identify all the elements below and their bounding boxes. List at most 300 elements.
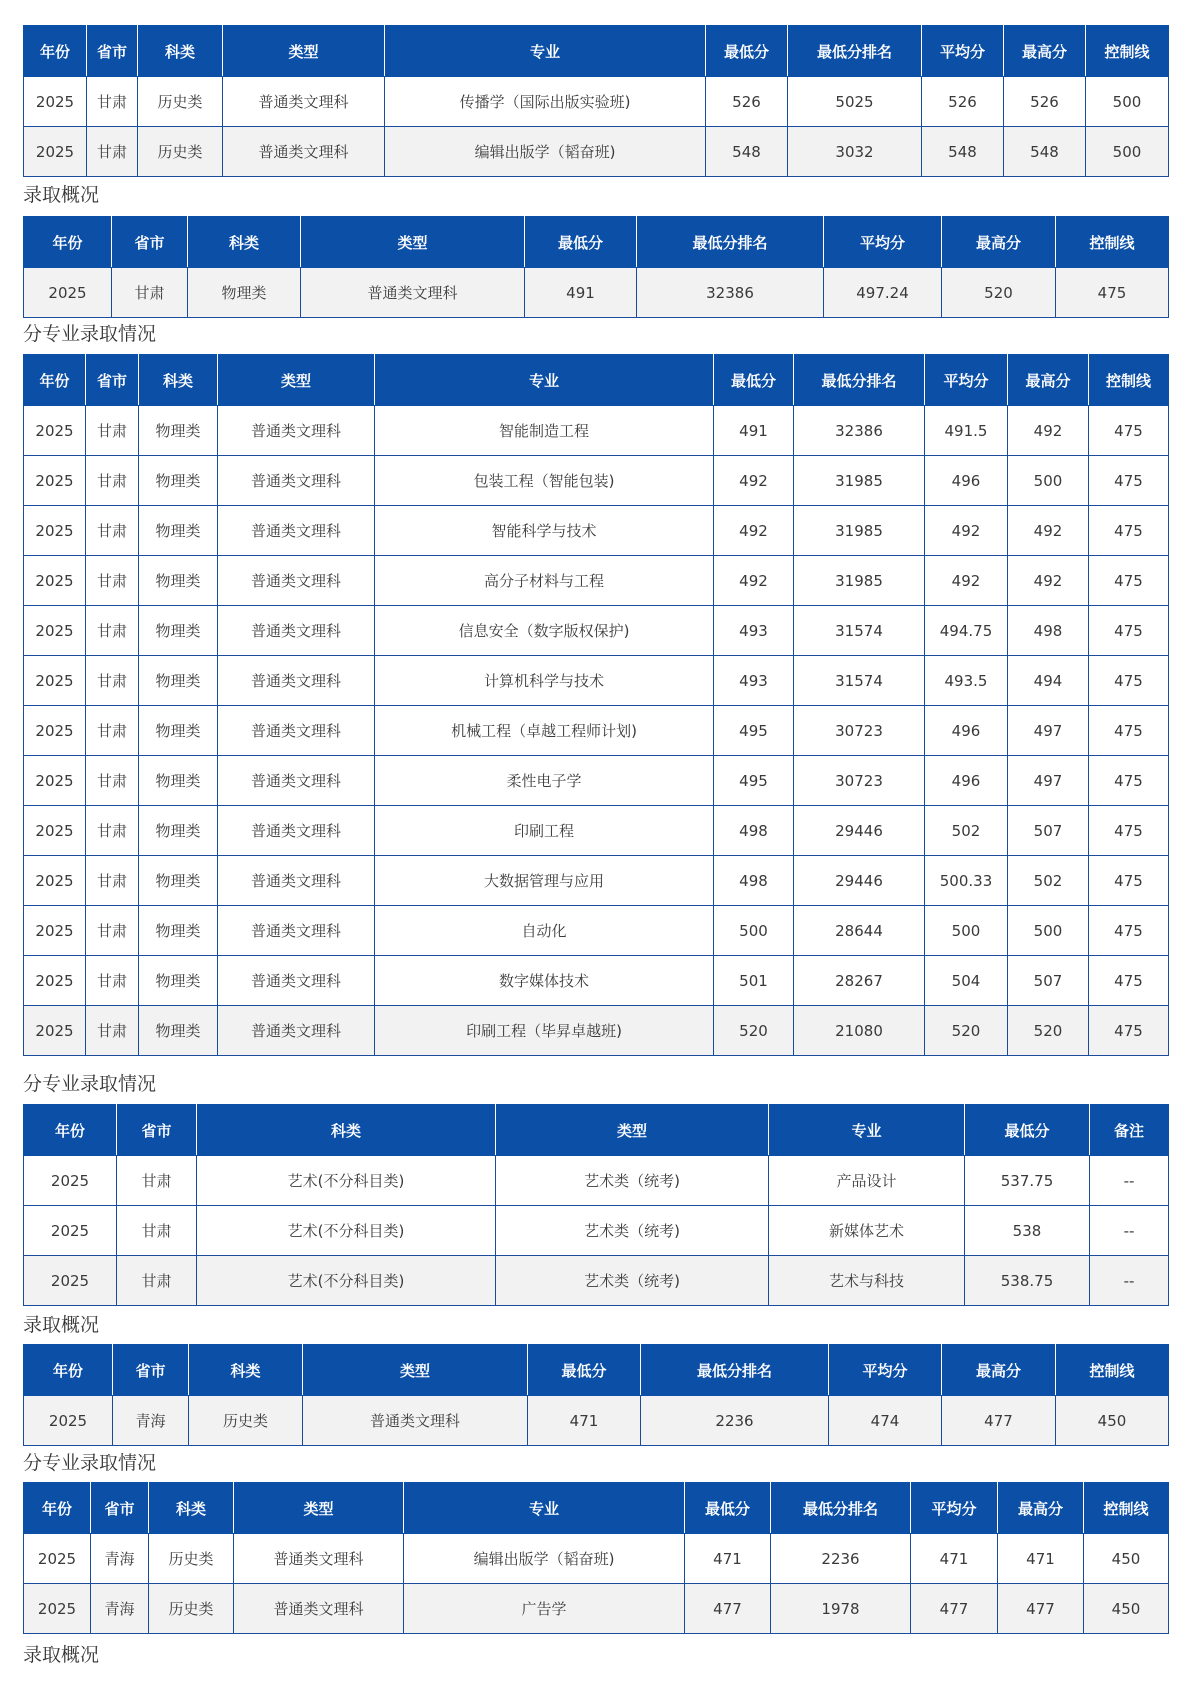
table-cell: 甘肃	[86, 456, 139, 506]
column-header: 平均分	[829, 1345, 942, 1396]
table-cell: 甘肃	[86, 806, 139, 856]
table-cell: 艺术类（统考)	[496, 1156, 769, 1206]
column-header: 专业	[375, 355, 714, 406]
table-row	[24, 556, 1169, 606]
table-cell: 3032	[788, 127, 922, 177]
column-header: 平均分	[922, 26, 1004, 77]
table-cell: 475	[1056, 268, 1169, 318]
table-cell: 29446	[794, 806, 925, 856]
major-admission-table-gansu-physics	[23, 354, 1169, 1056]
column-header: 平均分	[911, 1483, 998, 1534]
table-cell: 2025	[24, 1584, 91, 1634]
column-header: 年份	[24, 1105, 117, 1156]
table-cell: 甘肃	[117, 1256, 197, 1306]
column-header: 省市	[113, 1345, 189, 1396]
column-header: 类型	[223, 26, 385, 77]
table-cell: 498	[1008, 606, 1089, 656]
column-header: 最低分	[528, 1345, 641, 1396]
table-cell: 475	[1089, 456, 1169, 506]
table-cell: 甘肃	[117, 1206, 197, 1256]
table-cell: 物理类	[139, 406, 218, 456]
table-cell: 492	[714, 456, 794, 506]
table-cell: 艺术类（统考)	[496, 1206, 769, 1256]
table-cell: 高分子材料与工程	[375, 556, 714, 606]
column-header: 类型	[496, 1105, 769, 1156]
table-cell: 500	[1086, 77, 1169, 127]
table-cell: 475	[1089, 1006, 1169, 1056]
table-row	[24, 1584, 1169, 1634]
table-row	[24, 1396, 1169, 1446]
table-cell: 2025	[24, 268, 112, 318]
table-header-row	[24, 355, 1169, 406]
table-cell: 538.75	[965, 1256, 1090, 1306]
section-title-admission-overview-qinghai: 录取概况	[23, 1314, 100, 1336]
table-cell: 494	[1008, 656, 1089, 706]
table-cell: 31574	[794, 656, 925, 706]
column-header: 年份	[24, 1345, 113, 1396]
column-header: 最低分排名	[641, 1345, 829, 1396]
column-header: 科类	[197, 1105, 496, 1156]
column-header: 类型	[234, 1483, 404, 1534]
table-cell: 537.75	[965, 1156, 1090, 1206]
table-header-row	[24, 1345, 1169, 1396]
table-cell: 475	[1089, 956, 1169, 1006]
table-cell: 2236	[771, 1534, 911, 1584]
column-header: 省市	[86, 355, 139, 406]
table-cell: 497.24	[824, 268, 942, 318]
column-header: 控制线	[1089, 355, 1169, 406]
column-header: 平均分	[824, 217, 942, 268]
table-cell: 甘肃	[87, 127, 138, 177]
column-header: 省市	[87, 26, 138, 77]
table-cell: --	[1090, 1256, 1169, 1306]
major-admission-table-gansu-history	[23, 25, 1169, 177]
table-cell: 物理类	[139, 706, 218, 756]
table-cell: 普通类文理科	[301, 268, 525, 318]
table-row	[24, 1256, 1169, 1306]
column-header: 省市	[91, 1483, 149, 1534]
table-cell: 2025	[24, 1256, 117, 1306]
table-header-row	[24, 217, 1169, 268]
table-row	[24, 956, 1169, 1006]
table-cell: 甘肃	[86, 906, 139, 956]
table-cell: 广告学	[404, 1584, 685, 1634]
table-cell: 艺术与科技	[769, 1256, 965, 1306]
table-cell: 艺术(不分科目类)	[197, 1256, 496, 1306]
table-cell: 31985	[794, 506, 925, 556]
table-cell: 500.33	[925, 856, 1008, 906]
table-row	[24, 1206, 1169, 1256]
table-cell: 493	[714, 606, 794, 656]
table-cell: 普通类文理科	[218, 406, 375, 456]
table-cell: 普通类文理科	[234, 1534, 404, 1584]
table-cell: 495	[714, 756, 794, 806]
table-cell: 496	[925, 706, 1008, 756]
table-cell: 31985	[794, 456, 925, 506]
table-row	[24, 706, 1169, 756]
column-header: 最低分	[965, 1105, 1090, 1156]
column-header: 最低分	[685, 1483, 771, 1534]
table-cell: 29446	[794, 856, 925, 906]
column-header: 最高分	[998, 1483, 1084, 1534]
table-cell: 新媒体艺术	[769, 1206, 965, 1256]
table-cell: 普通类文理科	[218, 656, 375, 706]
table-cell: 475	[1089, 406, 1169, 456]
table-cell: 500	[1086, 127, 1169, 177]
table-cell: 普通类文理科	[223, 127, 385, 177]
table-header-row	[24, 1105, 1169, 1156]
table-cell: 普通类文理科	[218, 456, 375, 506]
table-cell: 普通类文理科	[218, 706, 375, 756]
table-cell: 502	[1008, 856, 1089, 906]
column-header: 省市	[117, 1105, 197, 1156]
table-cell: 自动化	[375, 906, 714, 956]
table-cell: 编辑出版学（韬奋班)	[385, 127, 706, 177]
table-cell: 2025	[24, 956, 86, 1006]
table-cell: 471	[528, 1396, 641, 1446]
table-cell: 497	[1008, 756, 1089, 806]
table-cell: 普通类文理科	[218, 856, 375, 906]
column-header: 控制线	[1086, 26, 1169, 77]
section-title-admission-overview: 录取概况	[23, 184, 100, 206]
table-cell: 500	[1008, 456, 1089, 506]
table-cell: 普通类文理科	[303, 1396, 528, 1446]
table-cell: 492	[925, 556, 1008, 606]
table-cell: 机械工程（卓越工程师计划)	[375, 706, 714, 756]
table-cell: 包装工程（智能包装)	[375, 456, 714, 506]
table-cell: 475	[1089, 656, 1169, 706]
table-cell: 2025	[24, 406, 86, 456]
table-cell: 历史类	[149, 1534, 234, 1584]
column-header: 最低分排名	[794, 355, 925, 406]
section-title-major-admission-art: 分专业录取情况	[23, 1073, 157, 1095]
table-cell: 1978	[771, 1584, 911, 1634]
table-cell: 475	[1089, 856, 1169, 906]
table-cell: 物理类	[139, 456, 218, 506]
table-cell: 475	[1089, 756, 1169, 806]
table-cell: 475	[1089, 506, 1169, 556]
table-row	[24, 856, 1169, 906]
table-cell: 物理类	[188, 268, 301, 318]
table-cell: 30723	[794, 756, 925, 806]
table-cell: 智能科学与技术	[375, 506, 714, 556]
column-header: 最高分	[942, 1345, 1056, 1396]
column-header: 最低分排名	[771, 1483, 911, 1534]
table-cell: 普通类文理科	[218, 556, 375, 606]
table-cell: 传播学（国际出版实验班)	[385, 77, 706, 127]
column-header: 省市	[112, 217, 188, 268]
table-cell: 物理类	[139, 756, 218, 806]
table-cell: 30723	[794, 706, 925, 756]
major-admission-table-gansu-art	[23, 1104, 1169, 1306]
table-cell: 数字媒体技术	[375, 956, 714, 1006]
major-admission-table-qinghai-history	[23, 1482, 1169, 1634]
table-cell: 31574	[794, 606, 925, 656]
table-cell: 2025	[24, 456, 86, 506]
table-cell: 青海	[113, 1396, 189, 1446]
table-row	[24, 268, 1169, 318]
table-cell: 甘肃	[86, 756, 139, 806]
column-header: 科类	[138, 26, 223, 77]
table-cell: 450	[1056, 1396, 1169, 1446]
table-cell: 507	[1008, 806, 1089, 856]
table-cell: 477	[942, 1396, 1056, 1446]
table-cell: 2025	[24, 506, 86, 556]
table-cell: 498	[714, 806, 794, 856]
table-cell: 2025	[24, 1006, 86, 1056]
table-cell: 491	[525, 268, 637, 318]
column-header: 类型	[303, 1345, 528, 1396]
table-cell: 493	[714, 656, 794, 706]
table-cell: 500	[1008, 906, 1089, 956]
table-cell: 2025	[24, 656, 86, 706]
column-header: 最高分	[1008, 355, 1089, 406]
table-cell: 2236	[641, 1396, 829, 1446]
column-header: 年份	[24, 217, 112, 268]
table-cell: 526	[1004, 77, 1086, 127]
column-header: 最高分	[1004, 26, 1086, 77]
table-cell: 智能制造工程	[375, 406, 714, 456]
table-cell: 物理类	[139, 606, 218, 656]
column-header: 专业	[404, 1483, 685, 1534]
column-header: 科类	[188, 217, 301, 268]
table-cell: 475	[1089, 706, 1169, 756]
table-cell: 475	[1089, 606, 1169, 656]
table-row	[24, 806, 1169, 856]
table-cell: 477	[998, 1584, 1084, 1634]
column-header: 控制线	[1056, 1345, 1169, 1396]
table-cell: 普通类文理科	[218, 606, 375, 656]
table-cell: 甘肃	[86, 1006, 139, 1056]
table-cell: 普通类文理科	[218, 1006, 375, 1056]
table-cell: 500	[714, 906, 794, 956]
table-cell: 普通类文理科	[234, 1584, 404, 1634]
table-cell: 青海	[91, 1584, 149, 1634]
table-cell: 548	[922, 127, 1004, 177]
table-cell: 474	[829, 1396, 942, 1446]
table-cell: 2025	[24, 756, 86, 806]
table-row	[24, 756, 1169, 806]
table-cell: 普通类文理科	[223, 77, 385, 127]
table-cell: 历史类	[189, 1396, 303, 1446]
table-row	[24, 406, 1169, 456]
table-cell: 477	[685, 1584, 771, 1634]
table-cell: 物理类	[139, 856, 218, 906]
table-cell: 物理类	[139, 556, 218, 606]
table-cell: 526	[706, 77, 788, 127]
table-cell: 2025	[24, 77, 87, 127]
column-header: 最低分排名	[788, 26, 922, 77]
table-cell: 493.5	[925, 656, 1008, 706]
column-header: 平均分	[925, 355, 1008, 406]
table-cell: 497	[1008, 706, 1089, 756]
table-cell: 2025	[24, 1534, 91, 1584]
table-cell: 28644	[794, 906, 925, 956]
table-cell: 475	[1089, 556, 1169, 606]
table-cell: 甘肃	[86, 706, 139, 756]
table-cell: 498	[714, 856, 794, 906]
table-cell: 548	[706, 127, 788, 177]
table-cell: 普通类文理科	[218, 756, 375, 806]
table-cell: 青海	[91, 1534, 149, 1584]
table-cell: 477	[911, 1584, 998, 1634]
table-cell: 548	[1004, 127, 1086, 177]
table-cell: 2025	[24, 556, 86, 606]
table-cell: 甘肃	[86, 856, 139, 906]
table-cell: 物理类	[139, 806, 218, 856]
table-row	[24, 906, 1169, 956]
table-cell: 艺术(不分科目类)	[197, 1206, 496, 1256]
table-cell: 538	[965, 1206, 1090, 1256]
column-header: 最低分排名	[637, 217, 824, 268]
column-header: 备注	[1090, 1105, 1169, 1156]
table-header-row	[24, 26, 1169, 77]
table-cell: 502	[925, 806, 1008, 856]
table-cell: 2025	[24, 606, 86, 656]
table-cell: 艺术(不分科目类)	[197, 1156, 496, 1206]
table-row	[24, 1156, 1169, 1206]
table-row	[24, 506, 1169, 556]
table-cell: 496	[925, 456, 1008, 506]
table-cell: 491.5	[925, 406, 1008, 456]
table-cell: 520	[925, 1006, 1008, 1056]
table-cell: 甘肃	[117, 1156, 197, 1206]
table-cell: 475	[1089, 906, 1169, 956]
table-cell: 普通类文理科	[218, 806, 375, 856]
column-header: 最高分	[942, 217, 1056, 268]
table-cell: 450	[1084, 1534, 1169, 1584]
column-header: 科类	[149, 1483, 234, 1534]
table-cell: 492	[714, 506, 794, 556]
table-cell: 甘肃	[86, 956, 139, 1006]
table-cell: --	[1090, 1156, 1169, 1206]
table-cell: 物理类	[139, 656, 218, 706]
column-header: 最低分	[714, 355, 794, 406]
table-cell: 艺术类（统考)	[496, 1256, 769, 1306]
table-row	[24, 77, 1169, 127]
table-cell: 大数据管理与应用	[375, 856, 714, 906]
table-cell: 471	[911, 1534, 998, 1584]
table-cell: 492	[1008, 406, 1089, 456]
column-header: 控制线	[1084, 1483, 1169, 1534]
table-cell: 物理类	[139, 506, 218, 556]
table-cell: --	[1090, 1206, 1169, 1256]
table-cell: 信息安全（数字版权保护)	[375, 606, 714, 656]
table-cell: 产品设计	[769, 1156, 965, 1206]
table-row	[24, 456, 1169, 506]
column-header: 年份	[24, 1483, 91, 1534]
table-cell: 507	[1008, 956, 1089, 1006]
table-cell: 32386	[637, 268, 824, 318]
table-cell: 500	[925, 906, 1008, 956]
table-cell: 471	[685, 1534, 771, 1584]
table-cell: 492	[1008, 556, 1089, 606]
table-cell: 历史类	[138, 77, 223, 127]
table-cell: 物理类	[139, 906, 218, 956]
table-cell: 520	[942, 268, 1056, 318]
table-cell: 475	[1089, 806, 1169, 856]
table-cell: 历史类	[149, 1584, 234, 1634]
column-header: 最低分	[706, 26, 788, 77]
admission-overview-table-qinghai-history	[23, 1344, 1169, 1446]
table-cell: 甘肃	[87, 77, 138, 127]
table-cell: 2025	[24, 706, 86, 756]
table-cell: 496	[925, 756, 1008, 806]
table-cell: 491	[714, 406, 794, 456]
column-header: 年份	[24, 355, 86, 406]
table-cell: 甘肃	[112, 268, 188, 318]
table-cell: 492	[925, 506, 1008, 556]
column-header: 科类	[189, 1345, 303, 1396]
column-header: 控制线	[1056, 217, 1169, 268]
table-cell: 甘肃	[86, 556, 139, 606]
table-cell: 2025	[24, 856, 86, 906]
table-row	[24, 1534, 1169, 1584]
table-cell: 印刷工程（毕昇卓越班)	[375, 1006, 714, 1056]
column-header: 科类	[139, 355, 218, 406]
table-cell: 计算机科学与技术	[375, 656, 714, 706]
column-header: 类型	[301, 217, 525, 268]
table-row	[24, 1006, 1169, 1056]
column-header: 专业	[769, 1105, 965, 1156]
table-cell: 2025	[24, 806, 86, 856]
table-cell: 5025	[788, 77, 922, 127]
table-cell: 编辑出版学（韬奋班)	[404, 1534, 685, 1584]
column-header: 最低分	[525, 217, 637, 268]
table-cell: 450	[1084, 1584, 1169, 1634]
table-cell: 526	[922, 77, 1004, 127]
table-cell: 2025	[24, 127, 87, 177]
table-row	[24, 606, 1169, 656]
table-cell: 印刷工程	[375, 806, 714, 856]
table-cell: 520	[1008, 1006, 1089, 1056]
table-cell: 492	[1008, 506, 1089, 556]
table-cell: 柔性电子学	[375, 756, 714, 806]
column-header: 类型	[218, 355, 375, 406]
table-header-row	[24, 1483, 1169, 1534]
table-cell: 普通类文理科	[218, 906, 375, 956]
table-cell: 普通类文理科	[218, 506, 375, 556]
table-cell: 471	[998, 1534, 1084, 1584]
table-cell: 492	[714, 556, 794, 606]
table-cell: 28267	[794, 956, 925, 1006]
table-cell: 32386	[794, 406, 925, 456]
table-cell: 甘肃	[86, 606, 139, 656]
table-cell: 504	[925, 956, 1008, 1006]
table-cell: 甘肃	[86, 656, 139, 706]
column-header: 年份	[24, 26, 87, 77]
table-row	[24, 127, 1169, 177]
column-header: 专业	[385, 26, 706, 77]
table-cell: 2025	[24, 1156, 117, 1206]
section-title-major-admission: 分专业录取情况	[23, 323, 157, 345]
table-cell: 495	[714, 706, 794, 756]
section-title-admission-overview-trailing: 录取概况	[23, 1644, 100, 1666]
section-title-major-admission-qinghai: 分专业录取情况	[23, 1452, 157, 1474]
table-cell: 21080	[794, 1006, 925, 1056]
table-cell: 501	[714, 956, 794, 1006]
table-cell: 历史类	[138, 127, 223, 177]
table-cell: 494.75	[925, 606, 1008, 656]
table-cell: 物理类	[139, 956, 218, 1006]
table-cell: 普通类文理科	[218, 956, 375, 1006]
table-cell: 甘肃	[86, 506, 139, 556]
table-cell: 2025	[24, 1396, 113, 1446]
admission-overview-table-gansu-physics	[23, 216, 1169, 318]
table-cell: 2025	[24, 1206, 117, 1256]
table-row	[24, 656, 1169, 706]
table-cell: 甘肃	[86, 406, 139, 456]
